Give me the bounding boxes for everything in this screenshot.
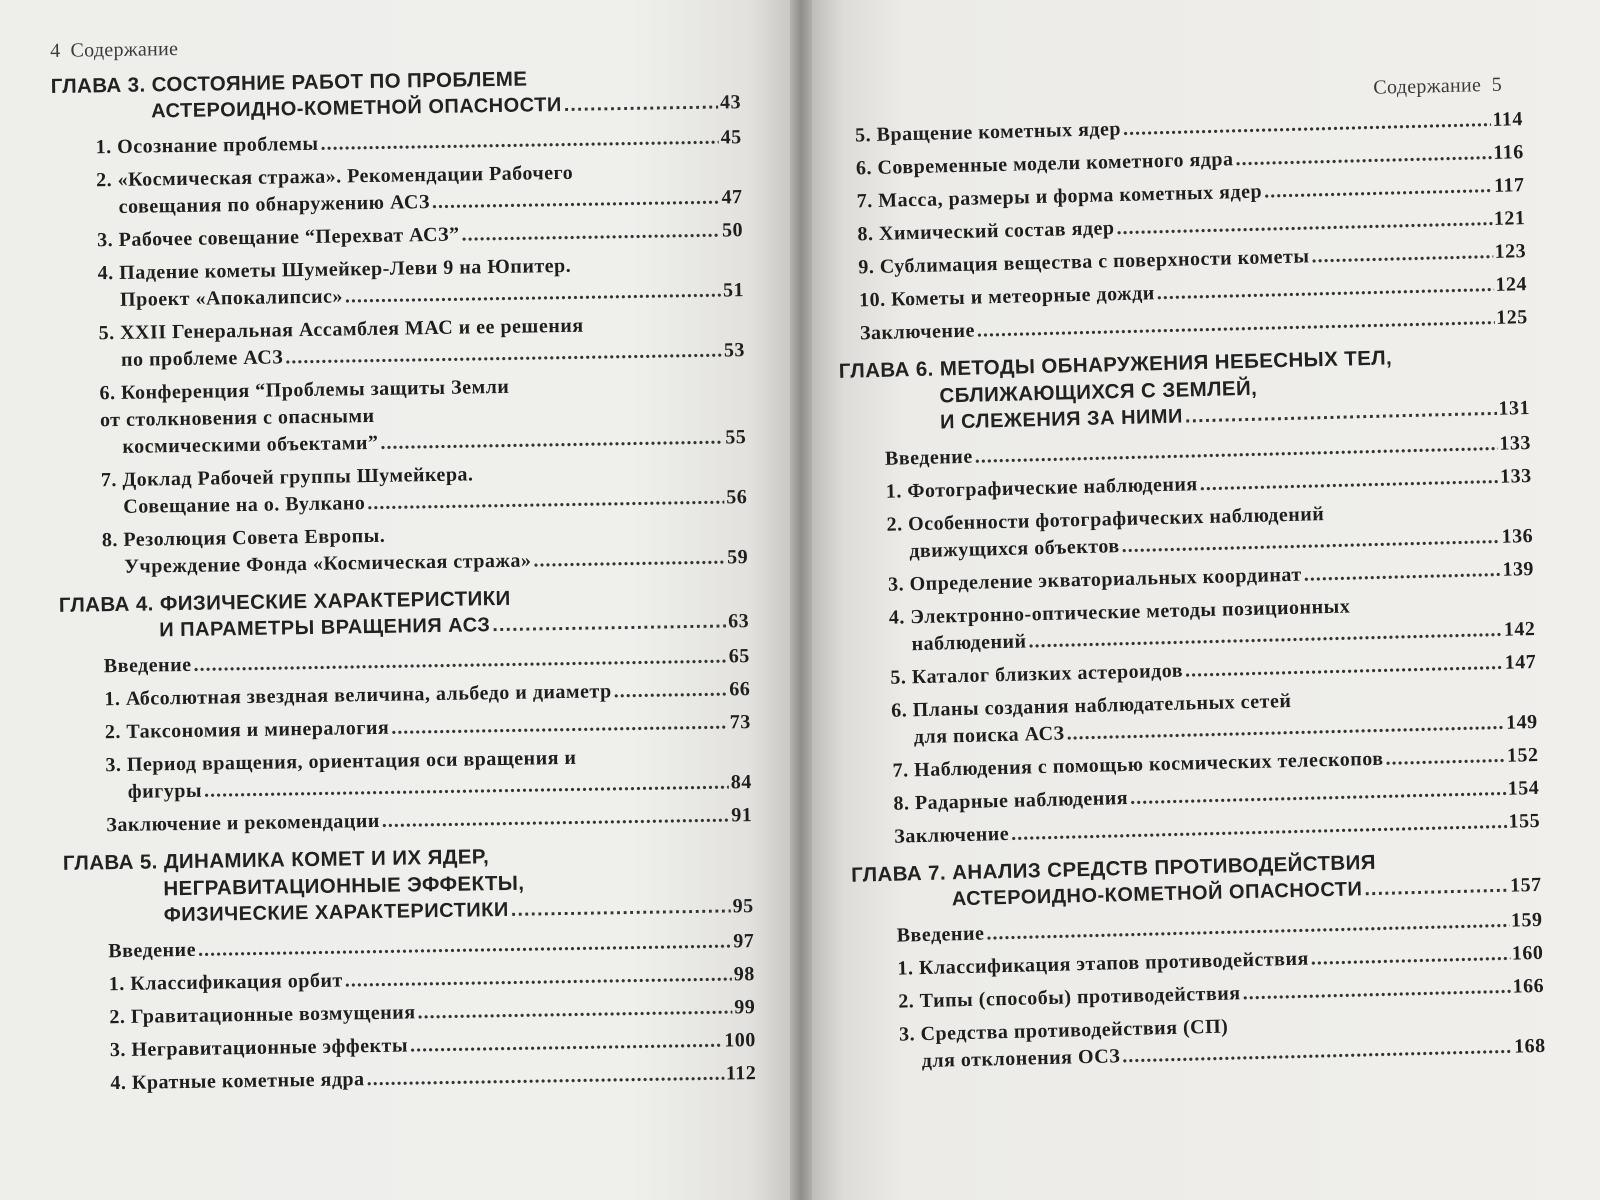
toc-entry-title: движущихся объектов	[909, 535, 1120, 563]
toc-entry-title: Совещание на о. Вулкано	[123, 492, 366, 518]
chapter-heading	[63, 839, 754, 931]
dot-leader	[1311, 239, 1493, 270]
book-gutter	[790, 0, 812, 1200]
toc-page-number: 125	[1495, 306, 1529, 329]
chapter-page-number: 63	[728, 610, 750, 633]
toc-page-number: 98	[733, 963, 755, 986]
dot-leader	[613, 676, 727, 705]
toc-entry	[61, 709, 751, 747]
dot-leader	[345, 277, 722, 310]
left-page	[0, 0, 790, 1200]
chapter-heading-line: ГЛАВА 7. АНАЛИЗ СРЕДСТВ ПРОТИВОДЕЙСТВИЯ	[850, 850, 1377, 887]
toc-entry-line: 5. XXII Генеральная Ассамблея МАС и ее решения	[98, 314, 584, 345]
toc-line	[104, 676, 750, 713]
dot-leader	[193, 643, 727, 678]
dot-leader	[564, 90, 719, 119]
toc-entry-line: 4. Электронно-оптические методы позиционных	[888, 595, 1351, 629]
chapter-heading	[839, 341, 1531, 439]
chapter-heading-line: ГЛАВА 5. ДИНАМИКА КОМЕТ И ИХ ЯДЕР,	[62, 845, 490, 875]
toc-page-number: 121	[1493, 207, 1526, 230]
dot-leader	[1116, 206, 1492, 242]
dot-leader	[391, 709, 728, 741]
right-page-number: 5	[1491, 73, 1503, 96]
chapter-heading	[851, 845, 1542, 916]
toc-entry-title: 3. Определение экваториальных координат	[887, 563, 1302, 596]
toc-line	[105, 709, 751, 746]
toc-entry-title: 6. Современные модели кометного ядра	[855, 148, 1234, 180]
toc-page-number: 154	[1507, 776, 1540, 800]
toc-line	[110, 1027, 756, 1064]
toc-page-number: 139	[1502, 557, 1535, 581]
left-running-header	[50, 29, 740, 63]
dot-leader	[1310, 941, 1510, 973]
toc-entry	[847, 682, 1538, 753]
toc-entry-title: 1. Осознание проблемы	[95, 132, 319, 159]
toc-page-number: 55	[725, 426, 747, 449]
toc-line	[106, 802, 752, 839]
toc-line	[109, 994, 755, 1031]
toc-entry-line: от столкновения с опасными	[99, 404, 375, 432]
chapter-heading	[59, 581, 750, 646]
toc-entry-title: космическими объектами”	[122, 431, 379, 458]
toc-page-number: 50	[721, 219, 744, 242]
dot-leader	[198, 928, 732, 963]
toc-entry-title: 2. Гравитационные возмущения	[109, 1001, 416, 1029]
right-header-title: Содержание	[1373, 74, 1482, 99]
dot-leader	[1242, 974, 1511, 1008]
toc-page-number: 133	[1499, 465, 1532, 488]
dot-leader	[366, 1061, 724, 1094]
toc-entry	[53, 250, 744, 315]
dot-leader	[367, 484, 724, 517]
toc-page-number: 123	[1494, 240, 1527, 263]
dot-leader	[1123, 107, 1491, 143]
toc-entry-title: совещания по обнаружению АСЗ	[118, 191, 431, 218]
chapter-heading-title: И ПАРАМЕТРЫ ВРАЩЕНИЯ АСЗ	[159, 614, 491, 642]
toc-page-number: 100	[724, 1029, 756, 1052]
toc-entry-line: 3. Средства противодействия (СП)	[898, 1015, 1229, 1046]
dot-leader	[986, 908, 1509, 948]
right-toc	[839, 341, 1546, 1077]
toc-line	[97, 217, 743, 254]
toc-line	[104, 643, 750, 680]
toc-entry-title: 5. Вращение кометных ядер	[854, 117, 1122, 147]
toc-entry-line: 2. Особенности фотографических наблюдений	[886, 503, 1325, 536]
toc-page-number: 66	[729, 678, 751, 701]
dot-leader	[492, 608, 726, 639]
toc-entry-title: для отклонения ОСЗ	[921, 1045, 1121, 1073]
toc-entry	[855, 1006, 1546, 1077]
toc-entry-title: 1. Классификация орбит	[108, 969, 343, 996]
dot-leader	[1385, 743, 1505, 773]
toc-entry-title: Введение	[108, 938, 197, 963]
toc-entry	[842, 496, 1533, 567]
dot-leader	[382, 802, 730, 834]
dot-leader	[410, 1028, 723, 1060]
left-toc	[51, 62, 757, 1098]
chapter-heading-title: АСТЕРОИДНО-КОМЕТНОЙ ОПАСНОСТИ	[951, 878, 1363, 911]
toc-page-number: 168	[1513, 1034, 1546, 1058]
toc-entry-title: 1. Фотографические наблюдения	[885, 473, 1199, 503]
left-page-number: 4	[50, 39, 61, 62]
toc-page-number: 112	[725, 1062, 757, 1085]
chapter-page-number: 95	[732, 895, 754, 918]
toc-page-number: 133	[1499, 432, 1532, 455]
chapter-heading-title: И СЛЕЖЕНИЯ ЗА НИМИ	[939, 405, 1184, 434]
toc-entry	[65, 961, 755, 999]
toc-page-number: 53	[723, 339, 746, 362]
toc-page-number: 149	[1505, 710, 1538, 734]
toc-page-number: 166	[1512, 974, 1545, 998]
toc-entry	[61, 742, 752, 807]
toc-page-number: 56	[726, 486, 748, 509]
chapter-heading-line: ГЛАВА 4. ФИЗИЧЕСКИЕ ХАРАКТЕРИСТИКИ	[58, 586, 511, 617]
toc-entry-line: 4. Падение кометы Шумейкер-Леви 9 на Юпитер.	[97, 254, 572, 285]
toc-page-number: 159	[1510, 908, 1543, 932]
dot-leader	[974, 431, 1497, 471]
toc-entry-title: Учреждение Фонда «Космическая стража»	[124, 549, 532, 578]
toc-entry-line: 2. «Космическая стража». Рекомендации Рабочего	[96, 161, 574, 192]
chapter-heading-line: СБЛИЖАЮЩИХСЯ С ЗЕМЛЕЙ,	[939, 376, 1258, 408]
toc-entry-title: Проект «Апокалипсис»	[119, 285, 344, 311]
toc-line	[110, 1060, 756, 1097]
toc-page-number: 47	[721, 186, 743, 209]
dot-leader	[977, 305, 1495, 345]
toc-page-number: 155	[1508, 809, 1541, 833]
chapter-heading-title: ФИЗИЧЕСКИЕ ХАРАКТЕРИСТИКИ	[163, 898, 509, 927]
dot-leader	[432, 185, 720, 217]
toc-page-number: 84	[730, 771, 752, 794]
dot-leader	[1235, 140, 1491, 173]
toc-entry	[54, 310, 745, 375]
toc-entry-title: 2. Типы (способы) противодействия	[898, 982, 1241, 1013]
toc-page-number: 91	[731, 804, 753, 827]
toc-line	[108, 928, 754, 965]
toc-entry	[66, 1060, 756, 1098]
toc-entry-title: фигуры	[127, 779, 203, 803]
toc-entry	[57, 457, 748, 522]
toc-entry-title: наблюдений	[911, 630, 1027, 656]
toc-entry	[845, 589, 1536, 660]
dot-leader	[1303, 557, 1500, 589]
dot-leader	[320, 125, 718, 158]
toc-entry-title: по проблеме АСЗ	[120, 346, 284, 371]
toc-entry-title: 8. Химический состав ядер	[857, 217, 1115, 246]
toc-entry	[55, 370, 746, 462]
toc-page-number: 97	[733, 930, 755, 953]
chapter-heading	[51, 62, 742, 127]
chapter-page-number: 131	[1498, 397, 1531, 420]
chapter-heading-title: АСТЕРОИДНО-КОМЕТНОЙ ОПАСНОСТИ	[150, 93, 562, 123]
toc-entry-title: для поиска АСЗ	[913, 722, 1065, 749]
toc-line	[95, 124, 741, 161]
toc-entry-title: 7. Масса, размеры и форма кометных ядер	[856, 180, 1263, 213]
chapter-heading-line: ГЛАВА 6. МЕТОДЫ ОБНАРУЖЕНИЯ НЕБЕСНЫХ ТЕЛ,	[838, 346, 1393, 383]
chapter-page-number: 157	[1509, 873, 1542, 897]
right-running-header	[832, 73, 1522, 113]
dot-leader	[1264, 173, 1493, 206]
toc-entry-title: 2. Таксономия и минералогия	[104, 716, 390, 744]
chapter-heading-line: ГЛАВА 3. СОСТОЯНИЕ РАБОТ ПО ПРОБЛЕМЕ	[50, 67, 528, 98]
toc-entry-title: 3. Рабочее совещание “Перехват АСЗ”	[96, 223, 460, 252]
toc-entry	[65, 994, 755, 1032]
toc-page-number: 152	[1506, 743, 1539, 767]
toc-page-number: 142	[1503, 617, 1536, 641]
toc-page-number: 59	[727, 546, 749, 569]
toc-page-number: 51	[722, 279, 745, 302]
toc-entry-line: 7. Доклад Рабочей группы Шумейкера.	[100, 463, 474, 492]
dot-leader	[345, 961, 732, 994]
toc-page-number: 136	[1501, 525, 1534, 548]
toc-entry-title: 8. Радарные наблюдения	[893, 786, 1129, 815]
toc-entry	[66, 1027, 756, 1065]
toc-entry-title: 5. Каталог близких астероидов	[890, 659, 1184, 689]
toc-entry-title: 10. Кометы и метеорные дожди	[858, 282, 1156, 312]
toc-entry-title: 4. Кратные кометные ядра	[110, 1068, 365, 1095]
toc-entry-line: 8. Резолюция Совета Европы.	[101, 524, 386, 552]
toc-entry-title: Заключение	[893, 822, 1010, 848]
toc-entry-title: 1. Классификация этапов противодействия	[897, 947, 1310, 980]
toc-entry	[58, 517, 749, 582]
dot-leader	[533, 544, 725, 574]
toc-entry-line: 6. Планы создания наблюдательных сетей	[890, 689, 1292, 722]
toc-line	[109, 961, 755, 998]
toc-entry	[64, 928, 754, 966]
chapter-page-number: 43	[719, 91, 742, 114]
dot-leader	[1185, 650, 1503, 685]
left-header-title: Содержание	[70, 37, 179, 62]
toc-entry-line: 3. Период вращения, ориентация оси вращения и	[105, 746, 577, 777]
dot-leader	[1011, 809, 1507, 848]
dot-leader	[417, 994, 732, 1026]
toc-page-number: 114	[1492, 108, 1524, 131]
toc-page-number: 117	[1493, 174, 1525, 197]
toc-entry	[62, 802, 752, 840]
toc-entry	[53, 217, 743, 255]
toc-page-number: 116	[1493, 141, 1524, 164]
right-toc-continued	[833, 106, 1528, 348]
dot-leader	[1130, 776, 1506, 812]
dot-leader	[511, 893, 731, 923]
toc-entry-line: 6. Конференция “Проблемы защиты Земли	[99, 375, 510, 405]
toc-entry	[60, 676, 750, 714]
toc-page-number: 45	[720, 126, 742, 149]
toc-page-number: 65	[728, 645, 750, 668]
toc-entry-title: Введение	[103, 653, 192, 678]
dot-leader	[285, 337, 722, 371]
toc-entry	[60, 643, 750, 681]
toc-entry-title: Заключение	[859, 319, 976, 345]
dot-leader	[1199, 464, 1498, 498]
toc-entry-title: 7. Наблюдения с помощью космических телескопов	[892, 747, 1384, 782]
toc-entry-title: Введение	[884, 445, 973, 470]
toc-page-number: 147	[1504, 650, 1537, 674]
toc-page-number: 99	[734, 996, 756, 1019]
toc-entry-title: 3. Негравитационные эффекты	[109, 1034, 409, 1062]
dot-leader	[1364, 873, 1508, 904]
dot-leader	[461, 218, 720, 249]
toc-page-number: 73	[729, 711, 751, 734]
toc-entry-title: Введение	[896, 922, 985, 947]
toc-entry	[51, 124, 741, 162]
toc-page-number: 124	[1495, 273, 1528, 296]
dot-leader	[1156, 272, 1493, 307]
right-page	[812, 0, 1600, 1200]
chapter-heading-line: НЕГРАВИТАЦИОННЫЕ ЭФФЕКТЫ,	[163, 871, 525, 901]
toc-entry	[52, 157, 743, 222]
toc-entry-title: Заключение и рекомендации	[106, 809, 380, 837]
dot-leader	[380, 424, 723, 456]
toc-page-number: 160	[1511, 941, 1544, 965]
toc-entry-title: 9. Сублимация вещества с поверхности кометы	[858, 245, 1310, 279]
toc-entry-title: 1. Абсолютная звездная величина, альбедо и диаметр	[104, 680, 612, 711]
